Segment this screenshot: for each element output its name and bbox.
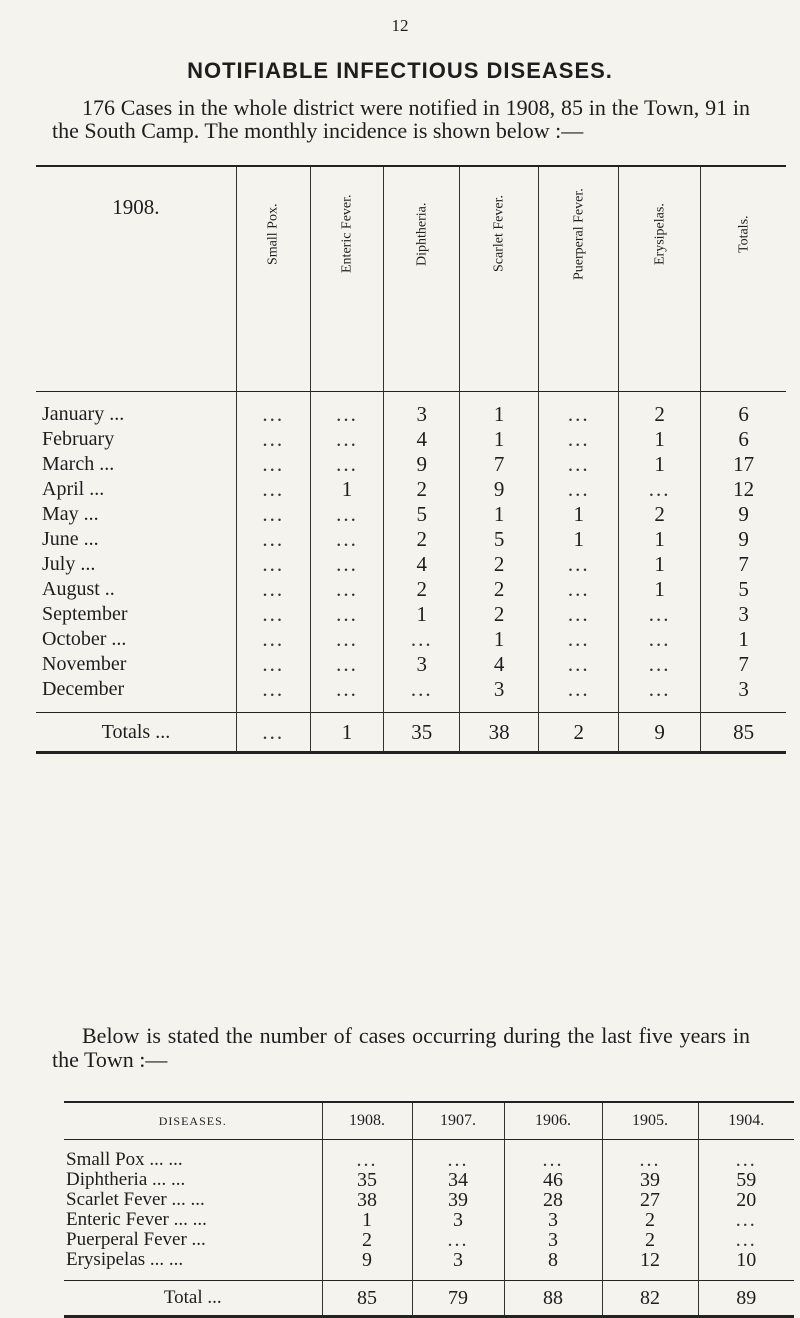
row-label: Puerperal Fever ... [66, 1229, 206, 1250]
column-header-label: Erysipelas. [652, 203, 668, 265]
year-header: 1908. [322, 1102, 412, 1140]
table-cell: 3 [504, 1230, 602, 1250]
table-row [64, 1170, 794, 1190]
totals-cell: 1 [310, 713, 384, 753]
table-cell: ... [310, 452, 384, 477]
year-header: 1907. [412, 1102, 504, 1140]
table-cell: 35 [322, 1170, 412, 1190]
table-cell: 1 [619, 527, 701, 552]
row-label: Erysipelas ... ... [66, 1249, 184, 1270]
table-cell: 46 [504, 1170, 602, 1190]
table-cell: ... [619, 477, 701, 502]
table-cell: 2 [322, 1230, 412, 1250]
below-paragraph [52, 1024, 750, 1072]
table-cell: 27 [602, 1190, 698, 1210]
table-cell: 2 [384, 477, 459, 502]
table-cell: 3 [384, 652, 459, 677]
table-cell: 12 [602, 1250, 698, 1281]
table-row [36, 452, 786, 477]
table-cell: 17 [701, 452, 786, 477]
table-cell: 6 [701, 427, 786, 452]
table-cell: 28 [504, 1190, 602, 1210]
totals-cell: ... [236, 713, 310, 753]
table-row [36, 392, 786, 428]
row-label: March ... [42, 453, 115, 475]
table-cell: ... [310, 527, 384, 552]
table-cell: 4 [384, 427, 459, 452]
table-cell: 5 [701, 577, 786, 602]
monthly-incidence-table [36, 165, 786, 754]
table-cell: ... [322, 1140, 412, 1171]
column-header [539, 166, 619, 392]
table-cell: ... [698, 1210, 794, 1230]
table-cell: ... [539, 652, 619, 677]
five-year-table [64, 1101, 794, 1318]
table-cell: ... [310, 652, 384, 677]
table-cell: 9 [701, 527, 786, 552]
row-label: Diphtheria ... ... [66, 1169, 186, 1190]
table-cell: 6 [701, 392, 786, 428]
table-row [36, 627, 786, 652]
below-text: Below is stated the number of cases occurring during the last five years in the Town :— [52, 1023, 750, 1072]
table-cell: 7 [701, 552, 786, 577]
page-heading: NOTIFIABLE INFECTIOUS DISEASES. [187, 58, 613, 83]
column-header [310, 166, 384, 392]
totals-label: Totals ... [36, 713, 236, 753]
table-row [36, 552, 786, 577]
table-cell: 2 [602, 1210, 698, 1230]
table-cell: ... [236, 552, 310, 577]
monthly-header-row [36, 166, 786, 392]
table-cell: 1 [619, 552, 701, 577]
row-label: December [42, 678, 125, 700]
table-row [64, 1250, 794, 1281]
table-cell: 2 [384, 527, 459, 552]
table-cell: ... [539, 677, 619, 713]
table-cell: 1 [459, 502, 539, 527]
table-row [36, 427, 786, 452]
monthly-table-body [36, 392, 786, 753]
year-header: 1908. [36, 166, 236, 392]
table-row [36, 602, 786, 627]
table-cell: 2 [384, 577, 459, 602]
table-cell: 8 [504, 1250, 602, 1281]
table-cell: 3 [384, 392, 459, 428]
column-header [701, 166, 786, 392]
table-row [36, 577, 786, 602]
column-header [384, 166, 459, 392]
table-cell: ... [619, 602, 701, 627]
table-cell: 20 [698, 1190, 794, 1210]
totals-cell: 85 [322, 1281, 412, 1317]
table-row [36, 677, 786, 713]
table-cell: 7 [459, 452, 539, 477]
table-cell: 2 [459, 602, 539, 627]
diseases-header: DISEASES. [64, 1102, 322, 1140]
table-cell: 9 [459, 477, 539, 502]
totals-cell: 35 [384, 713, 459, 753]
table-cell: ... [236, 477, 310, 502]
table-cell: ... [310, 552, 384, 577]
table-row [64, 1140, 794, 1171]
table-cell: ... [236, 677, 310, 713]
table-cell: ... [236, 392, 310, 428]
table-cell: ... [236, 577, 310, 602]
table-cell: ... [236, 452, 310, 477]
column-header-label: Puerperal Fever. [571, 188, 587, 280]
row-label: October ... [42, 628, 127, 650]
table-cell: ... [236, 502, 310, 527]
table-cell: 1 [384, 602, 459, 627]
row-label: January ... [42, 403, 125, 425]
table-cell: 1 [539, 527, 619, 552]
table-cell: ... [539, 452, 619, 477]
table-row [64, 1210, 794, 1230]
fiveyear-table-body [64, 1140, 794, 1317]
table-cell: ... [310, 627, 384, 652]
table-cell: 1 [459, 627, 539, 652]
table-cell: 1 [619, 577, 701, 602]
table-cell: ... [310, 602, 384, 627]
table-cell: 2 [619, 502, 701, 527]
table-cell: ... [310, 427, 384, 452]
table-cell: 4 [459, 652, 539, 677]
year-header: 1905. [602, 1102, 698, 1140]
totals-cell: 88 [504, 1281, 602, 1317]
row-label: Small Pox ... ... [66, 1149, 183, 1170]
table-cell: ... [539, 602, 619, 627]
table-row [64, 1190, 794, 1210]
totals-row [64, 1281, 794, 1317]
table-cell: 38 [322, 1190, 412, 1210]
totals-cell: 2 [539, 713, 619, 753]
table-cell: 4 [384, 552, 459, 577]
row-label: Enteric Fever ... ... [66, 1209, 207, 1230]
table-row [36, 477, 786, 502]
table-cell: ... [619, 627, 701, 652]
table-cell: ... [698, 1140, 794, 1171]
table-row [36, 652, 786, 677]
table-cell: ... [539, 392, 619, 428]
totals-cell: 85 [701, 713, 786, 753]
table-cell: ... [539, 552, 619, 577]
table-cell: 9 [322, 1250, 412, 1281]
table-cell: 12 [701, 477, 786, 502]
table-cell: ... [236, 652, 310, 677]
table-cell: 1 [619, 427, 701, 452]
totals-label: Total ... [64, 1281, 322, 1317]
column-header [459, 166, 539, 392]
table-cell: 10 [698, 1250, 794, 1281]
intro-paragraph [52, 96, 750, 142]
table-cell: 1 [459, 392, 539, 428]
table-cell: 7 [701, 652, 786, 677]
table-cell: 1 [701, 627, 786, 652]
column-header [619, 166, 701, 392]
table-cell: ... [504, 1140, 602, 1171]
column-header-label: Enteric Fever. [339, 194, 355, 274]
table-cell: ... [310, 677, 384, 713]
table-cell: 1 [539, 502, 619, 527]
row-label: July ... [42, 553, 96, 575]
row-label: Scarlet Fever ... ... [66, 1189, 205, 1210]
table-cell: 3 [701, 602, 786, 627]
table-cell: 34 [412, 1170, 504, 1190]
table-cell: 5 [384, 502, 459, 527]
table-cell: ... [619, 652, 701, 677]
totals-cell: 9 [619, 713, 701, 753]
table-cell: ... [310, 577, 384, 602]
row-label: February [42, 428, 115, 450]
table-cell: ... [539, 627, 619, 652]
table-cell: ... [698, 1230, 794, 1250]
row-label: April ... [42, 478, 105, 500]
column-header-label: Scarlet Fever. [491, 195, 507, 273]
table-cell: ... [539, 427, 619, 452]
intro-text: 176 Cases in the whole district were notified in 1908, 85 in the Town, 91 in the South Camp. The monthly incidence is shown below :— [52, 95, 750, 143]
table-cell: ... [539, 577, 619, 602]
table-cell: ... [412, 1140, 504, 1171]
row-label: May ... [42, 503, 99, 525]
column-header-label: Diphtheria. [414, 202, 430, 266]
totals-cell: 89 [698, 1281, 794, 1317]
table-cell: 39 [412, 1190, 504, 1210]
table-cell: 1 [619, 452, 701, 477]
table-cell: 1 [459, 427, 539, 452]
year-header: 1906. [504, 1102, 602, 1140]
fiveyear-header-row [64, 1102, 794, 1140]
table-cell: 9 [701, 502, 786, 527]
column-header [236, 166, 310, 392]
table-cell: 3 [504, 1210, 602, 1230]
table-cell: 39 [602, 1170, 698, 1190]
table-cell: 1 [310, 477, 384, 502]
totals-cell: 79 [412, 1281, 504, 1317]
year-header: 1904. [698, 1102, 794, 1140]
row-label: September [42, 603, 128, 625]
table-cell: 59 [698, 1170, 794, 1190]
table-row [36, 527, 786, 552]
table-cell: 3 [412, 1210, 504, 1230]
table-cell: 2 [619, 392, 701, 428]
column-header-label: Small Pox. [265, 203, 281, 265]
table-cell: ... [310, 502, 384, 527]
totals-cell: 82 [602, 1281, 698, 1317]
table-cell: ... [236, 527, 310, 552]
table-cell: ... [310, 392, 384, 428]
column-header-label: Totals. [736, 215, 752, 253]
row-label: August .. [42, 578, 115, 600]
table-cell: ... [602, 1140, 698, 1171]
table-cell: ... [236, 427, 310, 452]
totals-cell: 38 [459, 713, 539, 753]
table-cell: ... [412, 1230, 504, 1250]
table-cell: ... [619, 677, 701, 713]
table-cell: 3 [412, 1250, 504, 1281]
row-label: November [42, 653, 127, 675]
table-row [36, 502, 786, 527]
table-cell: ... [236, 602, 310, 627]
table-cell: 9 [384, 452, 459, 477]
table-cell: ... [236, 627, 310, 652]
table-cell: ... [384, 677, 459, 713]
table-cell: 3 [701, 677, 786, 713]
table-cell: 5 [459, 527, 539, 552]
table-cell: 3 [459, 677, 539, 713]
table-cell: ... [384, 627, 459, 652]
table-cell: ... [539, 477, 619, 502]
table-cell: 1 [322, 1210, 412, 1230]
table-cell: 2 [459, 577, 539, 602]
row-label: June ... [42, 528, 99, 550]
table-row [64, 1230, 794, 1250]
table-cell: 2 [602, 1230, 698, 1250]
totals-row [36, 713, 786, 753]
table-cell: 2 [459, 552, 539, 577]
page-number: 12 [391, 16, 409, 35]
